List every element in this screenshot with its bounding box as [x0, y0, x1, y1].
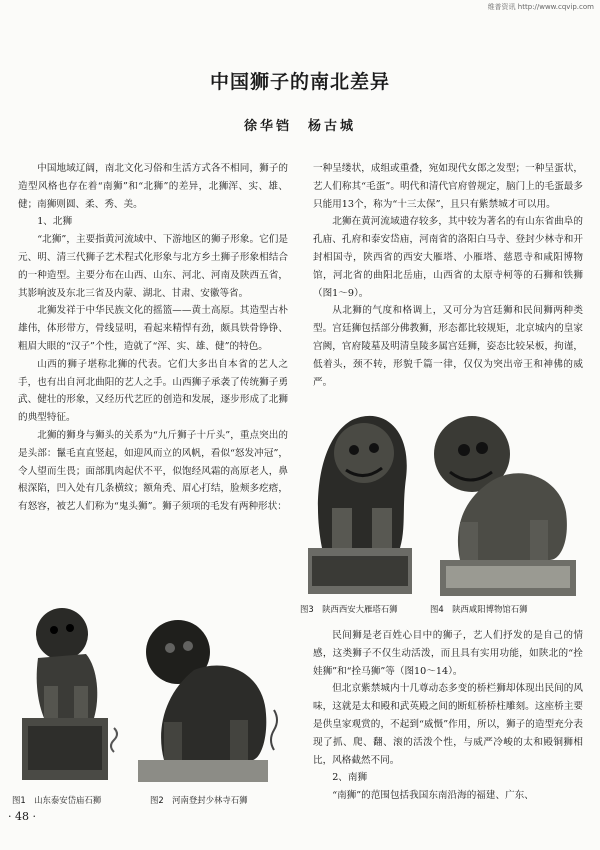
- paragraph: 但北京紫禁城内十几尊动态多变的桥栏狮却体现出民间的风味，这就是太和殿和武英殿之间的断虹桥桥柱雕刻。这座桥主要是供皇家观赏的，不起到“威慑”作用，所以，狮子的造型充分表现了抓、爬、翻、滚的活泼个性，与威严冷峻的太和殿铜狮相比，风格截然不同。: [313, 683, 583, 766]
- figure-3-caption: 图3 陕西西安大雁塔石狮: [300, 604, 398, 614]
- paragraph: 北狮发祥于中华民族文化的摇篮——黄土高原。其造型古朴雄伟，体形带方，骨线显明，看起来精悍有劲，颇具铁骨铮铮、粗眉大眼的“汉子”个性，造就了“浑、实、雄、健”的特色。: [18, 305, 288, 352]
- paragraph: 2、南狮: [332, 772, 368, 784]
- figure-4-lion-photo: [420, 402, 590, 598]
- watermark: 维普资讯 http://www.cqvip.com: [487, 3, 594, 11]
- article-title: 中国狮子的南北差异: [209, 71, 390, 93]
- paragraph: 民间狮是老百姓心目中的狮子，艺人们抒发的是自己的情感，这类狮子不仅生动活泼，而且具有实用功能，如陕北的“拴娃狮”和“拴马狮”等（图10～14）。: [313, 630, 583, 677]
- authors: 徐华铛 杨古城: [243, 119, 356, 134]
- paragraph: 从北狮的气度和格调上，又可分为宫廷狮和民间狮两种类型。宫廷狮包括部分佛教狮，形态都比较规矩，北京城内的皇家宫阙，官府陵墓及明清皇陵多属宫廷狮，姿态比较呆板，拘谨，低着头，颈不转，形貌千篇一律，仅仅为突出帝王和神佛的威严。: [313, 305, 583, 388]
- paragraph: 山西的狮子堪称北狮的代表。它们大多出自本省的艺人之手，也有出自河北曲阳的艺人之手。山西狮子承袭了传统狮子勇武、健壮的形象，又经历代艺匠的创造和发展，逐步形成了北狮的典型特征。: [18, 358, 288, 424]
- paragraph: 1、北狮: [37, 216, 73, 228]
- paragraph: 中国地域辽阔，南北文化习俗和生活方式各不相同，狮子的造型风格也存在着“南狮”和“北狮”的差异，北狮浑、实、雄、健；南狮则圆、柔、秀、美。: [18, 163, 288, 210]
- right-column: [313, 160, 583, 391]
- left-column: [18, 160, 288, 516]
- paragraph: 北狮的狮身与狮头的关系为“九斤狮子十斤头”，重点突出的是头部：鬣毛直直竖起，如迎风而立的风帆，看似“怒发冲冠”，令人望而生畏；面部肌肉起伏不平，似饱经风霜的高原老人，鼻根深陷，凹入处有几条横纹；额角秃、眉心打结，脸颊多疙瘩，有怒容，被艺人们称为“鬼头狮”。狮子须项的毛发有两种形状：: [18, 429, 288, 513]
- right-column-lower: [313, 627, 583, 805]
- figure-2-caption: 图2 河南登封少林寺石狮: [150, 795, 248, 805]
- paragraph: 一种呈缕状，成组或重叠，宛如现代女郎之发型；一种呈蛋状，艺人们称其“毛蛋”。明代和清代官府曾规定，脑门上的毛蛋最多只能用13个，称为“十三太保”，且只有紫禁城才可以用。: [313, 163, 583, 210]
- figure-2-lion-photo: [134, 610, 288, 788]
- paragraph: “北狮”，主要指黄河流域中、下游地区的狮子形象。它们是元、明、清三代狮子艺术程式化形象与北方乡土狮子形象相结合的一种造型。主要分布在山西、山东、河北、河南及陕西五省，其影响波及东北三省及内蒙、湖北、甘肃、安徽等省。: [18, 234, 288, 299]
- figure-1-lion-photo: [14, 598, 132, 788]
- paragraph: “南狮”的范围包括我国东南沿海的福建、广东、: [332, 790, 534, 802]
- figure-1-caption: 图1 山东泰安岱庙石狮: [12, 795, 102, 805]
- page-number: · 48 ·: [8, 810, 36, 823]
- figure-3-lion-photo: [302, 398, 422, 598]
- paragraph: 北狮在黄河流域遗存较多，其中较为著名的有山东省曲阜的孔庙、孔府和泰安岱庙，河南省的洛阳白马寺、登封少林寺和开封相国寺，陕西省的西安大雁塔、小雁塔、慈恩寺和咸阳博物馆，河北省的曲阳北岳庙，山西省的太原寺柯等的石狮和铁狮（图1～9）。: [313, 216, 583, 299]
- figure-4-caption: 图4 陕西咸阳博物馆石狮: [430, 604, 528, 614]
